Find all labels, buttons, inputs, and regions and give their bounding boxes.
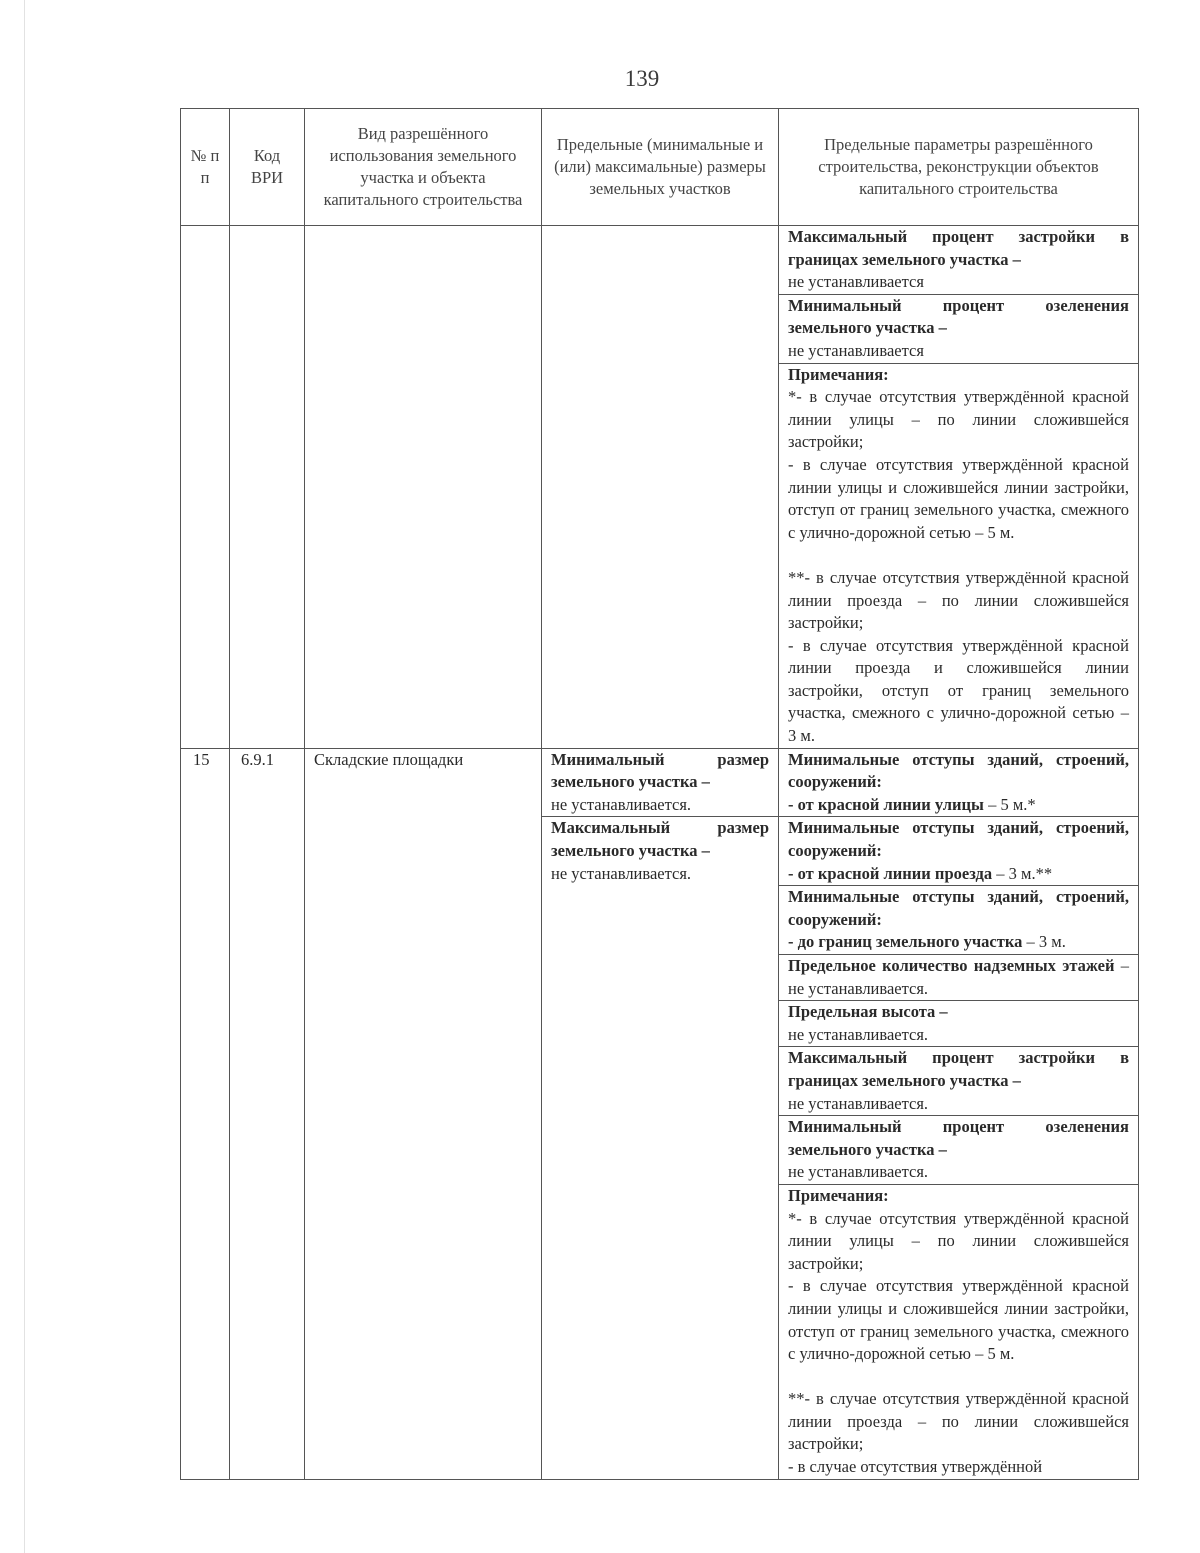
row-code: 6.9.1 <box>230 748 305 1479</box>
page-number: 139 <box>624 66 660 91</box>
note-paragraph: *- в случае отсутствия утверждённой красной линии улицы – по линии сложившейся застройки; <box>788 387 1129 452</box>
note-paragraph: **- в случае отсутствия утверждённой красной линии проезда – по линии сложившейся застройки; <box>788 1389 1129 1454</box>
param-label: Минимальный процент озеленения земельного участка – <box>788 295 1129 338</box>
param-sublabel: - от красной линии проезда <box>788 863 993 883</box>
row-use-name: Складские площадки <box>305 748 542 1479</box>
note-paragraph: - в случае отсутствия утверждённой красной линии улицы и сложившейся линии застройки, отступ от границ земельного участка, смежного с улично-дорожной сетью – 5 м. <box>788 1276 1129 1364</box>
header-construction-params: Предельные параметры разрешённого строительства, реконструкции объектов капитального строительства <box>779 109 1139 226</box>
notes-title: Примечания: <box>788 1185 889 1205</box>
table-row <box>181 226 1139 295</box>
size-value: не устанавливается. <box>551 794 692 814</box>
param-label: Предельная высота – <box>788 1002 948 1022</box>
param-cell <box>779 955 1139 1001</box>
size-cell <box>542 748 779 817</box>
regulations-table <box>180 108 1139 1480</box>
note-paragraph: - в случае отсутствия утверждённой красной линии проезда и сложившейся линии застройки, отступ от границ земельного участка, смежного с улично-дорожной сетью – 3 м. <box>788 635 1129 746</box>
param-cell <box>779 294 1139 363</box>
header-plot-sizes: Предельные (минимальные и (или) максимальные) размеры земельных участков <box>542 109 779 226</box>
note-paragraph: - в случае отсутствия утверждённой <box>788 1457 1043 1477</box>
scan-edge-line <box>24 0 25 1553</box>
param-value: не устанавливается. <box>788 1093 929 1113</box>
notes-cell <box>779 363 1139 748</box>
param-value: не устанавливается <box>788 272 924 292</box>
notes-cell <box>779 1184 1139 1479</box>
param-label: Предельное количество надземных этажей <box>788 956 1115 975</box>
param-value: – 3 м.** <box>992 863 1053 883</box>
header-use-type: Вид разрешённого использования земельного участка и объекта капитального строительства <box>305 109 542 226</box>
param-cell <box>779 817 1139 886</box>
param-value: не устанавливается <box>788 340 924 360</box>
notes-title: Примечания: <box>788 364 889 384</box>
param-sublabel: - до границ земельного участка <box>788 932 1023 952</box>
size-label: Максимальный размер земельного участка – <box>551 818 769 861</box>
param-label: Минимальные отступы зданий, строений, сооружений: <box>788 887 1129 929</box>
param-cell <box>779 1116 1139 1185</box>
table-header-row <box>181 109 1139 226</box>
param-label: Минимальные отступы зданий, строений, сооружений: <box>788 818 1129 861</box>
table-row <box>181 748 1139 817</box>
row-number: 15 <box>181 748 230 1479</box>
param-cell <box>779 1047 1139 1116</box>
param-value: не устанавливается. <box>788 1024 929 1044</box>
param-cell <box>779 226 1139 295</box>
param-label: Минимальные отступы зданий, строений, сооружений: <box>788 749 1129 792</box>
size-label: Минимальный размер земельного участка – <box>551 749 769 792</box>
param-value: – 5 м.* <box>983 794 1036 814</box>
note-paragraph: *- в случае отсутствия утверждённой красной линии улицы – по линии сложившейся застройки; <box>788 1208 1129 1273</box>
param-label: Максимальный процент застройки в границах земельного участка – <box>788 1048 1129 1090</box>
param-label: Максимальный процент застройки в границах земельного участка – <box>788 227 1129 269</box>
header-number: № п​п <box>181 109 230 226</box>
param-cell <box>779 748 1139 817</box>
note-paragraph: - в случае отсутствия утверждённой красной линии улицы и сложившейся линии застройки, отступ от границ земельного участка, смежного с улично-дорожной сетью – 5 м. <box>788 454 1129 542</box>
param-value: – не устанавливается. <box>788 956 1129 998</box>
header-code: Код ВРИ <box>230 109 305 226</box>
param-value: не устанавливается. <box>788 1162 929 1182</box>
param-cell <box>779 886 1139 955</box>
param-label: Минимальный процент озеленения земельного участка – <box>788 1117 1129 1159</box>
note-paragraph: **- в случае отсутствия утверждённой красной линии проезда – по линии сложившейся застройки; <box>788 567 1129 633</box>
param-sublabel: - от красной линии улицы <box>788 794 984 814</box>
size-value: не устанавливается. <box>551 863 692 883</box>
size-cell <box>542 817 779 1479</box>
param-value: – 3 м. <box>1022 932 1066 952</box>
param-cell <box>779 1001 1139 1047</box>
